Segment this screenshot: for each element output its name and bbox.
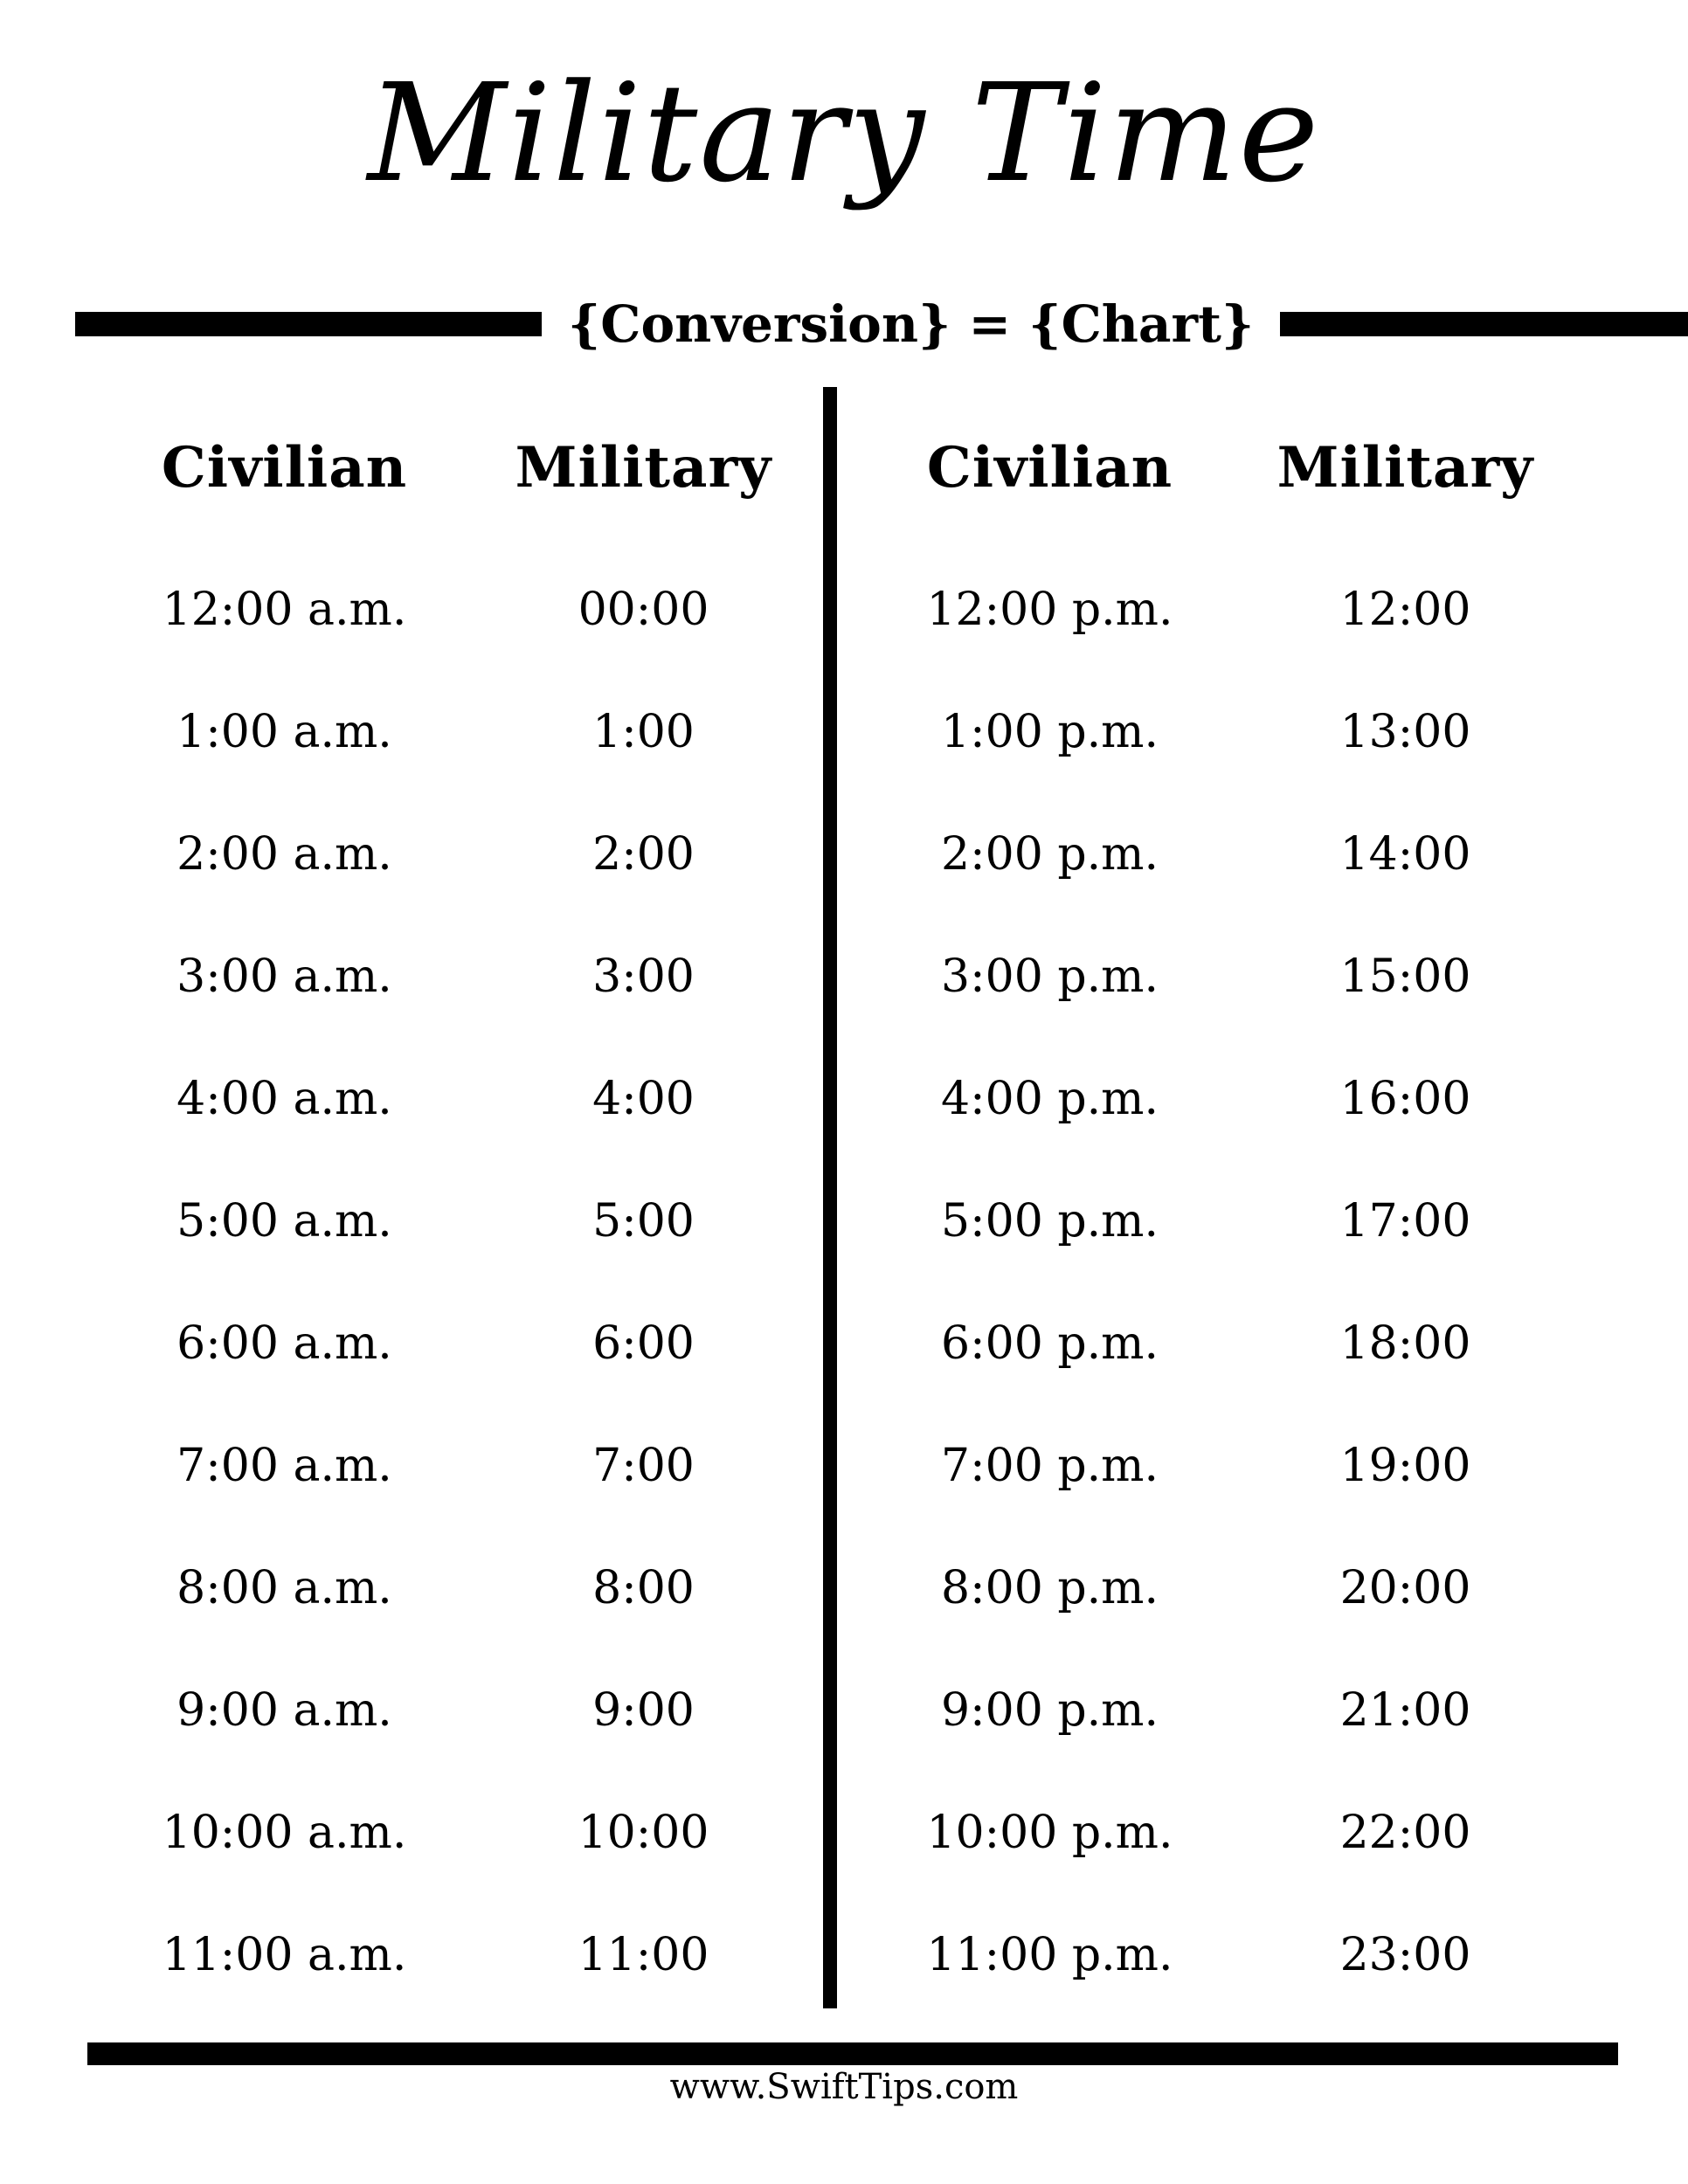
military-time-cell: 7:00 (592, 1440, 695, 1492)
military-time-cell: 13:00 (1339, 706, 1471, 758)
military-time-cell: 1:00 (592, 706, 695, 758)
military-time-cell: 22:00 (1339, 1807, 1471, 1859)
civilian-time-cell: 2:00 a.m. (176, 828, 392, 881)
civilian-time-cell: 7:00 p.m. (941, 1440, 1159, 1492)
table-header-row (872, 387, 1583, 549)
civilian-time-cell: 11:00 a.m. (162, 1929, 407, 1981)
civilian-time-cell: 9:00 p.m. (941, 1684, 1159, 1737)
civilian-time-cell: 4:00 a.m. (176, 1073, 392, 1125)
table-header-row (105, 387, 823, 549)
military-time-cell: 2:00 (592, 828, 695, 881)
civilian-time-cell: 8:00 p.m. (941, 1562, 1159, 1614)
civilian-time-cell: 9:00 a.m. (176, 1684, 392, 1737)
footer-rule (87, 2042, 1618, 2065)
military-time-cell: 23:00 (1339, 1929, 1471, 1981)
military-time-cell: 16:00 (1339, 1073, 1471, 1125)
military-time-cell: 00:00 (578, 584, 709, 636)
civilian-time-cell: 5:00 p.m. (941, 1195, 1159, 1248)
military-time-cell: 6:00 (592, 1317, 695, 1370)
civilian-time-cell: 2:00 p.m. (941, 828, 1159, 881)
military-time-cell: 10:00 (578, 1807, 709, 1859)
column-header-military: Military (1276, 435, 1534, 501)
conversion-table-am (0, 387, 823, 2016)
page-subtitle: {Conversion} = {Chart} (568, 294, 1255, 354)
subtitle-row (75, 278, 1604, 370)
column-header-military: Military (515, 435, 772, 501)
civilian-time-cell: 1:00 a.m. (176, 706, 392, 758)
military-time-cell: 14:00 (1339, 828, 1471, 881)
civilian-time-cell: 6:00 p.m. (941, 1317, 1159, 1370)
civilian-time-cell: 6:00 a.m. (176, 1317, 392, 1370)
column-header-civilian: Civilian (926, 435, 1173, 501)
military-time-cell: 20:00 (1339, 1562, 1471, 1614)
civilian-time-cell: 10:00 a.m. (162, 1807, 407, 1859)
civilian-time-cell: 7:00 a.m. (176, 1440, 392, 1492)
military-time-cell: 21:00 (1339, 1684, 1471, 1737)
civilian-time-cell: 1:00 p.m. (941, 706, 1159, 758)
civilian-time-cell: 3:00 p.m. (941, 950, 1159, 1003)
page-title: Military Time (367, 54, 1321, 212)
civilian-time-cell: 5:00 a.m. (176, 1195, 392, 1248)
civilian-time-cell: 12:00 a.m. (162, 584, 407, 636)
military-time-cell: 5:00 (592, 1195, 695, 1248)
civilian-time-cell: 3:00 a.m. (176, 950, 392, 1003)
military-time-cell: 4:00 (592, 1073, 695, 1125)
civilian-time-cell: 10:00 p.m. (926, 1807, 1173, 1859)
civilian-time-cell: 8:00 a.m. (176, 1562, 392, 1614)
military-time-cell: 11:00 (578, 1929, 709, 1981)
military-time-cell: 15:00 (1339, 950, 1471, 1003)
military-time-cell: 8:00 (592, 1562, 695, 1614)
military-time-cell: 3:00 (592, 950, 695, 1003)
civilian-time-cell: 12:00 p.m. (926, 584, 1173, 636)
military-time-cell: 17:00 (1339, 1195, 1471, 1248)
table-body-pm (872, 549, 1583, 2016)
table-divider (823, 387, 837, 2008)
footer-website-text: www.SwiftTips.com (669, 2067, 1019, 2107)
civilian-time-cell: 11:00 p.m. (926, 1929, 1173, 1981)
subtitle-rule-right (1280, 312, 1688, 336)
military-time-cell: 12:00 (1339, 584, 1471, 636)
conversion-table-pm (837, 387, 1688, 2016)
military-time-cell: 19:00 (1339, 1440, 1471, 1492)
column-header-civilian: Civilian (161, 435, 408, 501)
military-time-cell: 18:00 (1339, 1317, 1471, 1370)
subtitle-rule-left (75, 312, 542, 336)
military-time-cell: 9:00 (592, 1684, 695, 1737)
table-body-am (105, 549, 823, 2016)
civilian-time-cell: 4:00 p.m. (941, 1073, 1159, 1125)
